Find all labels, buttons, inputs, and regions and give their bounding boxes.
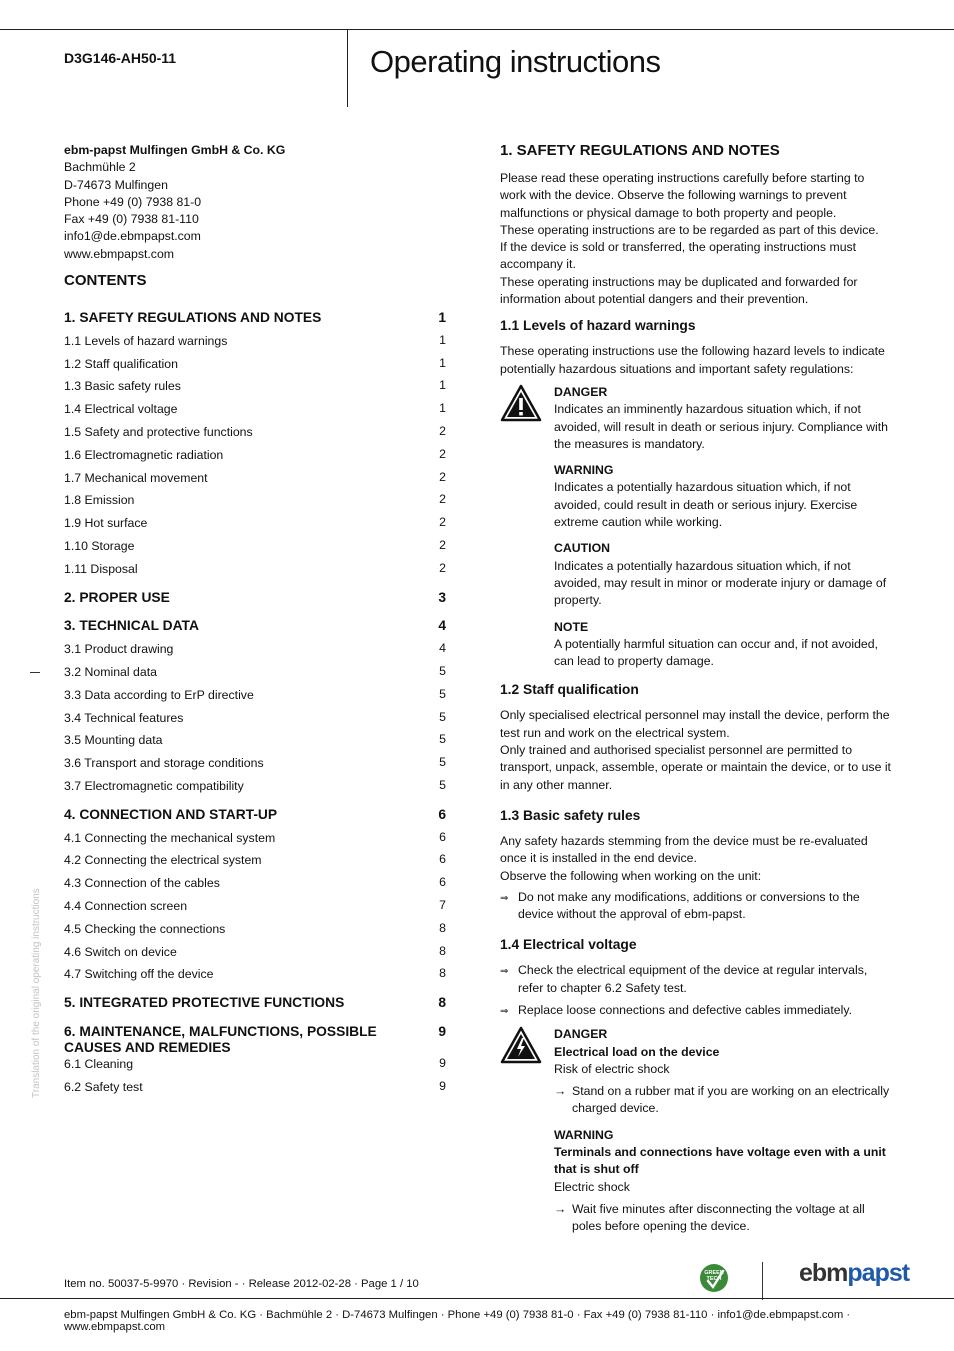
toc-entry[interactable] — [64, 898, 446, 921]
toc-entry[interactable] — [64, 921, 446, 944]
toc-section[interactable] — [64, 618, 446, 641]
fold-mark — [30, 672, 40, 673]
hazard-level-warning: WARNING — [554, 1127, 614, 1142]
hazard-description: Indicates a potentially hazardous situation which, if not avoided, could result in death or serious injury. Exercise extreme caution while working. — [554, 480, 858, 530]
action-step: → Stand on a rubber mat if you are working on an electrically charged device. — [554, 1083, 892, 1118]
toc-page-number: 9 — [439, 1055, 446, 1070]
toc-label: 1.7 Mechanical movement — [64, 470, 208, 485]
toc-entry[interactable] — [64, 687, 446, 710]
warning-triangle-icon — [500, 384, 554, 670]
toc-entry[interactable] — [64, 561, 446, 584]
toc-label: 4.2 Connecting the electrical system — [64, 853, 262, 868]
model-number: D3G146-AH50-11 — [64, 50, 177, 66]
email-line: info1@de.ebmpapst.com — [64, 229, 201, 244]
list-item: ⇒ Replace loose connections and defective cables immediately. — [500, 1002, 892, 1020]
toc-page-number: 5 — [439, 732, 446, 747]
toc-entry[interactable] — [64, 732, 446, 755]
contents-heading: CONTENTS — [64, 272, 147, 289]
toc-label: 1.4 Electrical voltage — [64, 402, 178, 417]
toc-label: 4.6 Switch on device — [64, 944, 177, 959]
toc-label: 1.11 Disposal — [64, 561, 138, 576]
toc-page-number: 2 — [439, 560, 446, 575]
header-divider — [347, 29, 348, 107]
fax-line: Fax +49 (0) 7938 81-110 — [64, 212, 199, 227]
toc-page-number: 5 — [439, 755, 446, 770]
toc-label: 3.1 Product drawing — [64, 642, 174, 657]
hazard-level-caution: CAUTION — [554, 541, 611, 556]
hazard-description: A potentially harmful situation can occur and, if not avoided, can lead to property damage. — [554, 636, 879, 669]
toc-label: 3.3 Data according to ErP directive — [64, 687, 254, 702]
toc-entry[interactable] — [64, 470, 446, 493]
subsection-heading: 1.1 Levels of hazard warnings — [500, 318, 696, 334]
toc-page-number: 5 — [439, 663, 446, 678]
toc-page-number: 8 — [439, 943, 446, 958]
paragraph: These operating instructions are to be regarded as part of this device. — [500, 222, 879, 237]
toc-label: 3.4 Technical features — [64, 710, 184, 725]
toc-entry[interactable] — [64, 401, 446, 424]
arrow-bullet-icon: ⇒ — [500, 892, 509, 904]
section-heading: 1. SAFETY REGULATIONS AND NOTES — [500, 142, 780, 159]
toc-entry[interactable] — [64, 492, 446, 515]
paragraph: These operating instructions may be duplicated and forwarded for information about potential dangers and their prevention. — [500, 274, 858, 307]
action-step: → Wait five minutes after disconnecting the voltage at all poles before opening the device. — [554, 1201, 892, 1236]
toc-entry[interactable] — [64, 333, 446, 356]
subsection-heading: 1.4 Electrical voltage — [500, 937, 637, 953]
toc-label: 1.10 Storage — [64, 538, 135, 553]
address-line: Bachmühle 2 — [64, 160, 136, 175]
hazard-level-warning: WARNING — [554, 463, 614, 478]
toc-entry[interactable] — [64, 966, 446, 989]
company-address — [64, 142, 285, 263]
hazard-level-danger: DANGER — [554, 384, 608, 399]
greentech-badge-icon — [698, 1262, 730, 1297]
toc-section[interactable] — [64, 995, 446, 1018]
toc-entry[interactable] — [64, 830, 446, 853]
logo-divider — [762, 1262, 763, 1300]
footer-address: ebm-papst Mulfingen GmbH & Co. KG · Bachmühle 2 · D-74673 Mulfingen · Phone +49 (0) 7938 81-0 · Fax +49 (0) 7938 81-110 · info1@de.ebmpapst.com · www.ebmpapst.com — [64, 1309, 851, 1333]
toc-entry[interactable] — [64, 664, 446, 687]
subsection-heading: 1.2 Staff qualification — [500, 682, 639, 698]
right-arrow-icon: → — [554, 1084, 567, 1099]
toc-label: 4.5 Checking the connections — [64, 921, 226, 936]
toc-page-number: 2 — [439, 423, 446, 438]
document-title: Operating instructions — [370, 44, 661, 79]
toc-label: 1.6 Electromagnetic radiation — [64, 447, 224, 462]
toc-entry[interactable] — [64, 424, 446, 447]
toc-page-number: 8 — [439, 920, 446, 935]
toc-entry[interactable] — [64, 641, 446, 664]
toc-page-number: 6 — [439, 829, 446, 844]
hazard-title: Terminals and connections have voltage even with a unit that is shut off — [554, 1145, 886, 1177]
toc-label: 4. CONNECTION AND START-UP — [64, 806, 278, 822]
toc-page-number: 1 — [439, 355, 446, 370]
toc-page-number: 9 — [438, 1023, 446, 1039]
paragraph: Any safety hazards stemming from the device must be re-evaluated once it is installed in the end device. — [500, 833, 868, 866]
footer-rule — [0, 1298, 954, 1299]
header-rule — [0, 29, 954, 30]
right-arrow-icon: → — [554, 1201, 567, 1216]
toc-page-number: 1 — [439, 401, 446, 416]
toc-label: 3.5 Mounting data — [64, 733, 163, 748]
toc-page-number: 7 — [439, 897, 446, 912]
toc-entry[interactable] — [64, 538, 446, 561]
document-info: Item no. 50037-5-9970 · Revision - · Release 2012-02-28 · Page 1 / 10 — [64, 1278, 419, 1290]
toc-label: 1. SAFETY REGULATIONS AND NOTES — [64, 310, 322, 325]
toc-entry[interactable] — [64, 1079, 446, 1102]
toc-section[interactable] — [64, 310, 446, 333]
website-line: www.ebmpapst.com — [64, 246, 175, 261]
table-of-contents — [64, 310, 446, 1102]
list-item: ⇒ Do not make any modifications, additions or conversions to the device without the approval of ebm-papst. — [500, 889, 892, 924]
toc-page-number: 6 — [438, 806, 446, 822]
toc-page-number: 2 — [439, 537, 446, 552]
safety-section — [500, 142, 892, 1236]
toc-page-number: 4 — [439, 641, 446, 656]
toc-page-number: 1 — [438, 310, 446, 325]
toc-page-number: 5 — [439, 709, 446, 724]
paragraph: Only trained and authorised specialist personnel are permitted to transport, unpack, assemble, operate or maintain the device, or to use it in any other manner. — [500, 743, 891, 792]
hazard-description: Indicates a potentially hazardous situation which, if not avoided, may result in minor or moderate injury or damage of property. — [554, 558, 887, 608]
toc-label: 6.1 Cleaning — [64, 1056, 134, 1071]
company-name: ebm-papst Mulfingen GmbH & Co. KG — [64, 143, 286, 157]
toc-entry[interactable] — [64, 356, 446, 379]
toc-entry[interactable] — [64, 875, 446, 898]
toc-entry[interactable] — [64, 1056, 446, 1079]
toc-entry[interactable] — [64, 944, 446, 967]
toc-entry[interactable] — [64, 852, 446, 875]
toc-page-number: 9 — [439, 1078, 446, 1093]
svg-text:TECH: TECH — [706, 1276, 722, 1282]
subsection-heading: 1.3 Basic safety rules — [500, 807, 641, 823]
arrow-bullet-icon: ⇒ — [500, 1005, 509, 1017]
electrical-hazard — [500, 1026, 892, 1235]
hazard-description: Indicates an imminently hazardous situation which, if not avoided, will result in death or serious injury. Compliance with the measures is mandatory. — [554, 402, 888, 451]
toc-label: 2. PROPER USE — [64, 589, 170, 605]
toc-section[interactable] — [64, 807, 446, 830]
toc-label: 6.2 Safety test — [64, 1079, 143, 1094]
toc-label: 1.5 Safety and protective functions — [64, 424, 253, 439]
toc-entry[interactable] — [64, 710, 446, 733]
high-voltage-icon — [500, 1026, 554, 1235]
toc-label: 1.1 Levels of hazard warnings — [64, 333, 228, 348]
hazard-title: Electrical load on the device — [554, 1044, 720, 1059]
toc-label: 3.7 Electromagnetic compatibility — [64, 778, 244, 793]
paragraph: Please read these operating instructions carefully before starting to work with the device. Observe the following warnings to prevent malfunctions or physical damage to both property and people. — [500, 171, 865, 220]
toc-label: 4.1 Connecting the mechanical system — [64, 830, 276, 845]
toc-page-number: 3 — [438, 589, 446, 605]
toc-label: 3.2 Nominal data — [64, 664, 157, 679]
hazard-description: Risk of electric shock — [554, 1061, 670, 1076]
hazard-description: Electric shock — [554, 1179, 630, 1194]
toc-label: 4.4 Connection screen — [64, 898, 188, 913]
toc-entry[interactable] — [64, 447, 446, 470]
toc-label: 6. MAINTENANCE, MALFUNCTIONS, POSSIBLE CAUSES AND REMEDIES — [64, 1023, 377, 1055]
toc-section[interactable] — [64, 590, 446, 613]
arrow-bullet-icon: ⇒ — [500, 966, 509, 978]
toc-label: 1.3 Basic safety rules — [64, 379, 181, 394]
hazard-levels — [500, 384, 892, 670]
toc-label: 3. TECHNICAL DATA — [64, 618, 199, 634]
toc-label: 4.7 Switching off the device — [64, 967, 214, 982]
ebmpapst-logo: ebmpapst — [799, 1259, 910, 1287]
paragraph: Observe the following when working on the unit: — [500, 868, 762, 883]
toc-label: 1.9 Hot surface — [64, 516, 148, 531]
toc-label: 1.8 Emission — [64, 493, 135, 508]
paragraph: Only specialised electrical personnel may install the device, perform the test run and work on the electrical system. — [500, 708, 890, 740]
toc-page-number: 8 — [439, 966, 446, 981]
hazard-level-danger: DANGER — [554, 1027, 608, 1042]
toc-page-number: 2 — [439, 515, 446, 530]
margin-note: Translation of the original operating instructions — [31, 888, 42, 1098]
toc-page-number: 1 — [439, 378, 446, 393]
toc-page-number: 6 — [439, 875, 446, 890]
toc-page-number: 5 — [439, 777, 446, 792]
paragraph: These operating instructions use the following hazard levels to indicate potentially hazardous situations and important safety regulations: — [500, 344, 885, 376]
toc-label: 5. INTEGRATED PROTECTIVE FUNCTIONS — [64, 995, 345, 1011]
toc-label: 3.6 Transport and storage conditions — [64, 756, 264, 771]
toc-page-number: 2 — [439, 446, 446, 461]
list-item: ⇒ Check the electrical equipment of the device at regular intervals, refer to chapter 6.2 Safety test. — [500, 962, 892, 997]
toc-entry[interactable] — [64, 755, 446, 778]
toc-page-number: 8 — [438, 995, 446, 1011]
toc-page-number: 1 — [439, 332, 446, 347]
paragraph: If the device is sold or transferred, the operating instructions must accompany it. — [500, 240, 857, 272]
toc-entry[interactable] — [64, 378, 446, 401]
phone-line: Phone +49 (0) 7938 81-0 — [64, 194, 202, 209]
toc-page-number: 2 — [439, 492, 446, 507]
toc-page-number: 5 — [439, 686, 446, 701]
toc-entry[interactable] — [64, 515, 446, 538]
toc-label: 4.3 Connection of the cables — [64, 876, 220, 891]
toc-page-number: 2 — [439, 469, 446, 484]
address-line: D-74673 Mulfingen — [64, 177, 168, 192]
svg-text:GREEN: GREEN — [704, 1270, 724, 1276]
toc-entry[interactable] — [64, 778, 446, 801]
toc-page-number: 6 — [439, 852, 446, 867]
toc-page-number: 4 — [438, 618, 446, 634]
hazard-level-note: NOTE — [554, 619, 589, 634]
toc-label: 1.2 Staff qualification — [64, 356, 178, 371]
toc-section[interactable] — [64, 1024, 446, 1056]
